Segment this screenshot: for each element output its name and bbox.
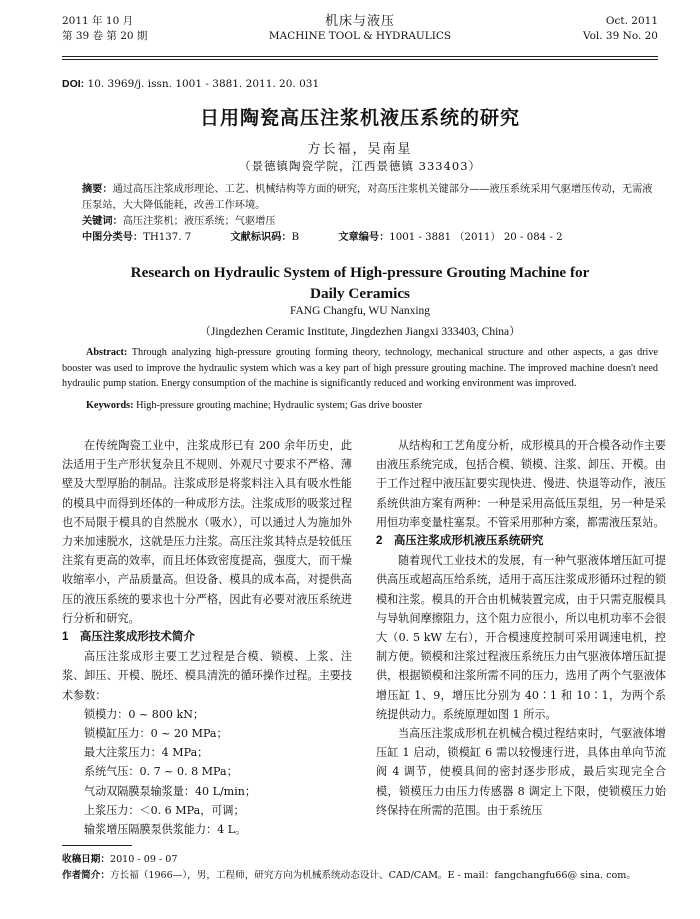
authors-en: FANG Changfu, WU Nanxing xyxy=(289,305,431,317)
abstract-cn-label: 摘要： xyxy=(82,184,113,195)
structure-paragraph: 从结构和工艺角度分析，成形模具的开合模各动作主要由液压系统完成，包括合模、锁模、注浆、卸压、开模。由于工作过程中液压缸要实现快进、慢进、快退等动作，液压系统供油方案有两种：一种是采用高低压泵组，另一种是采用恒功率变量柱塞泵。不管采用那种方案，都需液压泵站。 xyxy=(376,439,666,529)
journal-name-cn: 机床与液压 xyxy=(324,14,395,29)
section-2-paragraph-2: 当高压注浆成形机在机械合模过程结束时，气驱液体增压缸 1 启动，锁模缸 6 需以较慢速行进，具体由单向节流阀 4 调节，使模具间的密封逐步形成，最后实现完全合模，锁模压力由压力传感器 8 调定上下限，使锁模压力始终保持在所需的范围。由于系统压 xyxy=(376,727,666,817)
bio-label: 作者简介： xyxy=(62,870,110,881)
received-date: 2010 - 09 - 07 xyxy=(109,854,178,865)
title-en-line2: Daily Ceramics xyxy=(310,285,410,302)
doc-code-value: B xyxy=(291,232,300,243)
param-item: 最大注浆压力：4 MPa； xyxy=(84,746,209,760)
keywords-en-label: Keywords: xyxy=(86,399,134,411)
header-volume-cn: 第 39 卷 第 20 期 xyxy=(62,30,148,42)
header-right xyxy=(583,14,658,44)
clc-value: TH137. 7 xyxy=(143,232,192,243)
header-volume-en: Vol. 39 No. 20 xyxy=(582,30,658,42)
abstract-en-body xyxy=(62,345,658,392)
doi-line xyxy=(62,78,319,90)
title-en-line1: Research on Hydraulic System of High-pressure Grouting Machine for xyxy=(130,264,590,281)
footnote-rule xyxy=(62,845,132,846)
doc-code-label: 文献标识码： xyxy=(230,232,292,243)
journal-page xyxy=(62,0,666,919)
abstract-en-text: Through analyzing high-pressure grouting forming theory, technology, mechanical structure and other aspects, a gas drive booster was used to improve the hydraulic system which was a key part of high pressure grouting machine. The improved machine doesn't need hydraulic pump station. Energy consumption of the machine is significantly reduced and working environment was improved. xyxy=(62,347,658,389)
keywords-cn-line xyxy=(62,214,658,230)
title-en xyxy=(62,262,658,304)
received-label: 收稿日期： xyxy=(62,854,110,865)
intro-paragraph: 在传统陶瓷工业中，注浆成形已有 200 余年历史，此法适用于生产形状复杂且不规则、外观尺寸要求不严格、薄壁及大型厚胎的制品。注浆成形是将浆料注入具有吸水性能的模具中而得到坯体的一种成形方法。注浆成形的吸浆过程也不局限于模具的自然脱水（吸水），可以通过人为施加外力来加速脱水，这就是压力注浆。高压注浆其特点是较低压注浆有更高的效率，而且坯体致密度提高，强度大，而干燥收缩率小，产品质量高。但设备、模具的成本高，对提供高压的液压系统的要求也十分严格，因此有必要对液压系统进行分析和研究。 xyxy=(62,439,352,625)
doi-value: 10. 3969/j. issn. 1001 - 3881. 2011. 20. 031 xyxy=(87,78,320,90)
section-2-paragraph-1: 随着现代工业技术的发展，有一种气驱液体增压缸可提供高压或超高压给系统，适用于高压注浆成形循环过程的锁模和注浆。模具的开合由机械装置完成，由于只需克服模具与导轨间摩擦阻力，这个阻力应很小，所以电机功率不会很大（0. 5 kW 左右），开合模速度控制可采用调速电机，控制方便。锁模和注浆过程液压系统压力由气驱液体增压缸提供，根据锁模和注浆所需不同的压力，选用了两个气驱液体增压缸 1、9，增压比分别为 40∶1 和 10∶1，为两个系统提供动力。系统原理如图 1 所示。 xyxy=(376,554,666,721)
abstract-en-label: Abstract: xyxy=(86,347,128,358)
footnote xyxy=(62,852,662,884)
clc-label: 中图分类号： xyxy=(82,232,144,243)
section-1-paragraph: 高压注浆成形主要工艺过程是合模、锁模、上浆、注浆、卸压、开模、脱坯、模具清洗的循环操作过程。主要技术参数： xyxy=(62,650,352,702)
param-item: 上浆压力：＜0. 6 MPa，可调； xyxy=(84,803,245,817)
keywords-en-line xyxy=(62,398,658,414)
abstract-cn xyxy=(62,182,658,246)
author-bio: 方长福（1966—），男，工程师，研究方向为机械系统动态设计、CAD/CAM。E - mail：fangchangfu66@ sina. com。 xyxy=(109,870,636,881)
header-center xyxy=(62,14,658,44)
received-line xyxy=(62,852,662,868)
section-2-heading: 2 高压注浆成形机液压系统研究 xyxy=(376,535,544,548)
right-column xyxy=(376,436,666,820)
abstract-cn-body xyxy=(62,182,658,214)
author-bio-line xyxy=(62,868,662,884)
affiliation-en: （Jingdezhen Ceramic Institute, Jingdezhen Jiangxi 333403, China） xyxy=(199,326,521,338)
keywords-en: High-pressure grouting machine; Hydraulic system; Gas drive booster xyxy=(136,399,423,411)
authors-cn: 方长福，吴南星 xyxy=(307,142,413,157)
classification-line xyxy=(62,230,658,246)
title-cn: 日用陶瓷高压注浆机液压系统的研究 xyxy=(199,107,520,129)
article-no-label: 文章编号： xyxy=(338,232,390,243)
param-item: 系统气压：0. 7 ~ 0. 8 MPa； xyxy=(84,765,238,779)
keywords-cn: 高压注浆机；液压系统；气驱增压 xyxy=(122,216,276,227)
header-date-cn: 2011 年 10 月 xyxy=(62,15,134,27)
abstract-cn-text: 通过高压注浆成形理论、工艺、机械结构等方面的研究，对高压注浆机关键部分——液压系统采用气驱增压传动，无需液压泵站，大大降低能耗，改善工作环境。 xyxy=(82,184,653,211)
abstract-en xyxy=(62,345,658,413)
keywords-cn-label: 关键词： xyxy=(82,216,123,227)
param-item: 输浆增压隔膜泵供浆能力：4 L。 xyxy=(84,823,247,837)
journal-name-en: MACHINE TOOL & HYDRAULICS xyxy=(268,30,452,42)
doi-label: DOI: xyxy=(62,78,85,90)
affiliation-cn: （景德镇陶瓷学院，江西景德镇 333403） xyxy=(238,159,482,173)
header-date-en: Oct. 2011 xyxy=(605,15,658,27)
param-item: 锁模力：0 ~ 800 kN； xyxy=(84,707,205,721)
param-item: 锁模缸压力：0 ~ 20 MPa； xyxy=(84,727,228,741)
article-no-value: 1001 - 3881 （2011） 20 - 084 - 2 xyxy=(389,232,563,243)
header-rule-bottom xyxy=(62,59,658,60)
section-1-heading: 1 高压注浆成形技术简介 xyxy=(62,631,195,644)
param-item: 气动双隔膜泵输浆量：40 L/min； xyxy=(84,784,256,798)
left-column xyxy=(62,436,352,839)
header-rule-top xyxy=(62,56,658,57)
page-header xyxy=(62,14,658,56)
